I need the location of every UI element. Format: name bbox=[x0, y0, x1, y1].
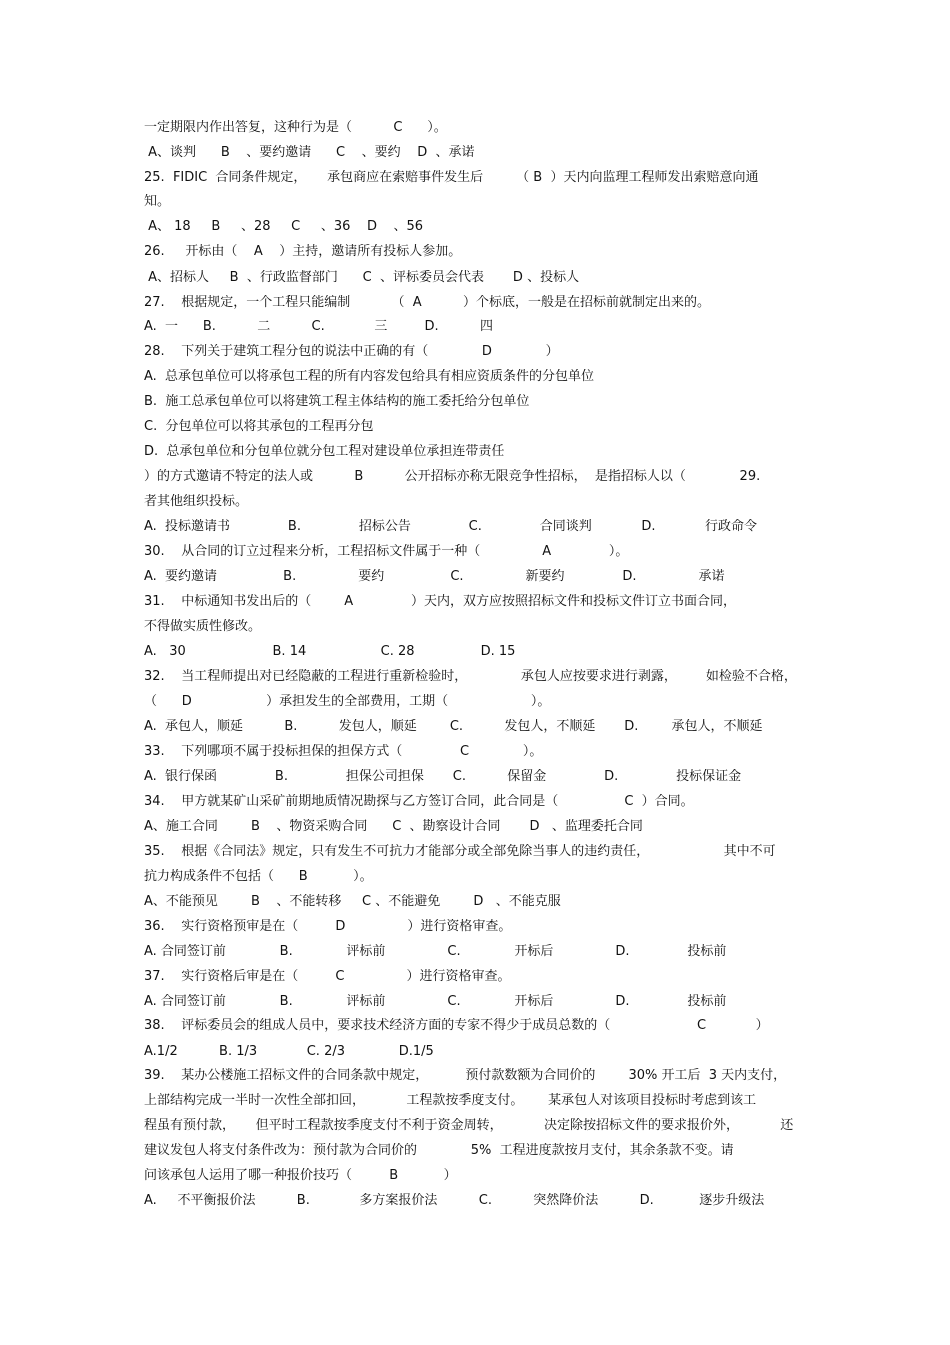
question-33-options: A. 银行保函 B. 担保公司担保 C. 保留金 D. 投标保证金 bbox=[144, 769, 742, 784]
question-35-stem-continued: 抗力构成条件不包括（ B ）。 bbox=[144, 869, 373, 884]
question-28-option-b: B. 施工总承包单位可以将建筑工程主体结构的施工委托给分包单位 bbox=[144, 394, 530, 409]
question-36-stem: 36. 实行资格预审是在（ D ）进行资格审查。 bbox=[144, 919, 512, 934]
question-28-option-c: C. 分包单位可以将其承包的工程再分包 bbox=[144, 419, 374, 434]
question-32-stem-continued: （ D ）承担发生的全部费用，工期（ ）。 bbox=[144, 694, 551, 709]
question-30-options: A. 要约邀请 B. 要约 C. 新要约 D. 承诺 bbox=[144, 569, 725, 584]
question-31-stem-continued: 不得做实质性修改。 bbox=[144, 619, 262, 634]
question-25-stem: 25. FIDIC 合同条件规定， 承包商应在索赔事件发生后 （ B ）天内向监理工程师发出索赔意向通 bbox=[144, 170, 759, 185]
question-28-stem: 28. 下列关于建筑工程分包的说法中正确的有（ D ） bbox=[144, 344, 559, 359]
question-31-stem: 31. 中标通知书发出后的（ A ）天内，双方应按照招标文件和投标文件订立书面合同， bbox=[144, 594, 737, 609]
question-24-options: A、谈判 B 、要约邀请 C 、要约 D 、承诺 bbox=[144, 145, 475, 160]
question-28-option-d: D. 总承包单位和分包单位就分包工程对建设单位承担连带责任 bbox=[144, 444, 505, 459]
question-38-options: A.1/2 B. 1/3 C. 2/3 D.1/5 bbox=[144, 1044, 434, 1059]
question-34-stem: 34. 甲方就某矿山采矿前期地质情况勘探与乙方签订合同，此合同是（ C ）合同。 bbox=[144, 794, 694, 809]
question-39-options: A. 不平衡报价法 B. 多方案报价法 C. 突然降价法 D. 逐步升级法 bbox=[144, 1193, 765, 1208]
question-26-stem: 26. 开标由（ A ）主持，邀请所有投标人参加。 bbox=[144, 244, 462, 259]
question-39-stem-line-2: 上部结构完成一半时一次性全部扣回， 工程款按季度支付。 某承包人对该项目投标时考虑到该工 bbox=[144, 1093, 757, 1108]
question-30-stem: 30. 从合同的订立过程来分析，工程招标文件属于一种（ A ）。 bbox=[144, 544, 629, 559]
question-35-options: A、不能预见 B 、不能转移 C 、不能避免 D 、不能克服 bbox=[144, 894, 561, 909]
question-34-options: A、施工合同 B 、物资采购合同 C 、勘察设计合同 D 、监理委托合同 bbox=[144, 819, 643, 834]
question-32-stem: 32. 当工程师提出对已经隐蔽的工程进行重新检验时， 承包人应按要求进行剥露， 如检验不合格， bbox=[144, 669, 797, 684]
question-26-options: A、招标人 B 、行政监督部门 C 、评标委员会代表 D 、投标人 bbox=[144, 270, 580, 285]
question-27-stem: 27. 根据规定，一个工程只能编制 （ A ）个标底，一般是在招标前就制定出来的。 bbox=[144, 295, 711, 310]
question-31-options: A. 30 B. 14 C. 28 D. 15 bbox=[144, 644, 516, 659]
question-39-stem-line-5: 问该承包人运用了哪一种报价技巧（ B ） bbox=[144, 1168, 457, 1183]
question-25-stem-continued: 知。 bbox=[144, 194, 171, 209]
question-39-stem-line-3: 程虽有预付款， 但平时工程款按季度支付不利于资金周转， 决定除按招标文件的要求报价外， 还 bbox=[144, 1118, 794, 1133]
question-25-options: A、 18 B 、28 C 、36 D 、56 bbox=[144, 219, 424, 234]
question-28-option-a: A. 总承包单位可以将承包工程的所有内容发包给具有相应资质条件的分包单位 bbox=[144, 369, 595, 384]
question-27-options: A. 一 B. 二 C. 三 D. 四 bbox=[144, 319, 494, 334]
question-29-stem-continued: 者其他组织投标。 bbox=[144, 494, 249, 509]
question-39-stem-line-4: 建议发包人将支付条件改为：预付款为合同价的 5% 工程进度款按月支付，其余条款不变。请 bbox=[144, 1143, 734, 1158]
question-24-stem-continued: 一定期限内作出答复，这种行为是（ C ）。 bbox=[144, 120, 447, 135]
question-38-stem: 38. 评标委员会的组成人员中，要求技术经济方面的专家不得少于成员总数的（ C ） bbox=[144, 1018, 769, 1033]
question-29-stem: ）的方式邀请不特定的法人或 B 公开招标亦称无限竞争性招标， 是指招标人以（ 29. bbox=[144, 469, 761, 484]
question-39-stem: 39. 某办公楼施工招标文件的合同条款中规定， 预付款数额为合同价的 30% 开工后 3 天内支付， bbox=[144, 1068, 787, 1083]
question-36-options: A. 合同签订前 B. 评标前 C. 开标后 D. 投标前 bbox=[144, 944, 727, 959]
question-35-stem: 35. 根据《合同法》规定，只有发生不可抗力才能部分或全部免除当事人的违约责任， 其中不可 bbox=[144, 844, 776, 859]
question-37-options: A. 合同签订前 B. 评标前 C. 开标后 D. 投标前 bbox=[144, 994, 727, 1009]
question-32-options: A. 承包人，顺延 B. 发包人，顺延 C. 发包人，不顺延 D. 承包人，不顺延 bbox=[144, 719, 763, 734]
question-37-stem: 37. 实行资格后审是在（ C ）进行资格审查。 bbox=[144, 969, 511, 984]
question-33-stem: 33. 下列哪项不属于投标担保的担保方式（ C ）。 bbox=[144, 744, 543, 759]
question-29-options: A. 投标邀请书 B. 招标公告 C. 合同谈判 D. 行政命令 bbox=[144, 519, 758, 534]
